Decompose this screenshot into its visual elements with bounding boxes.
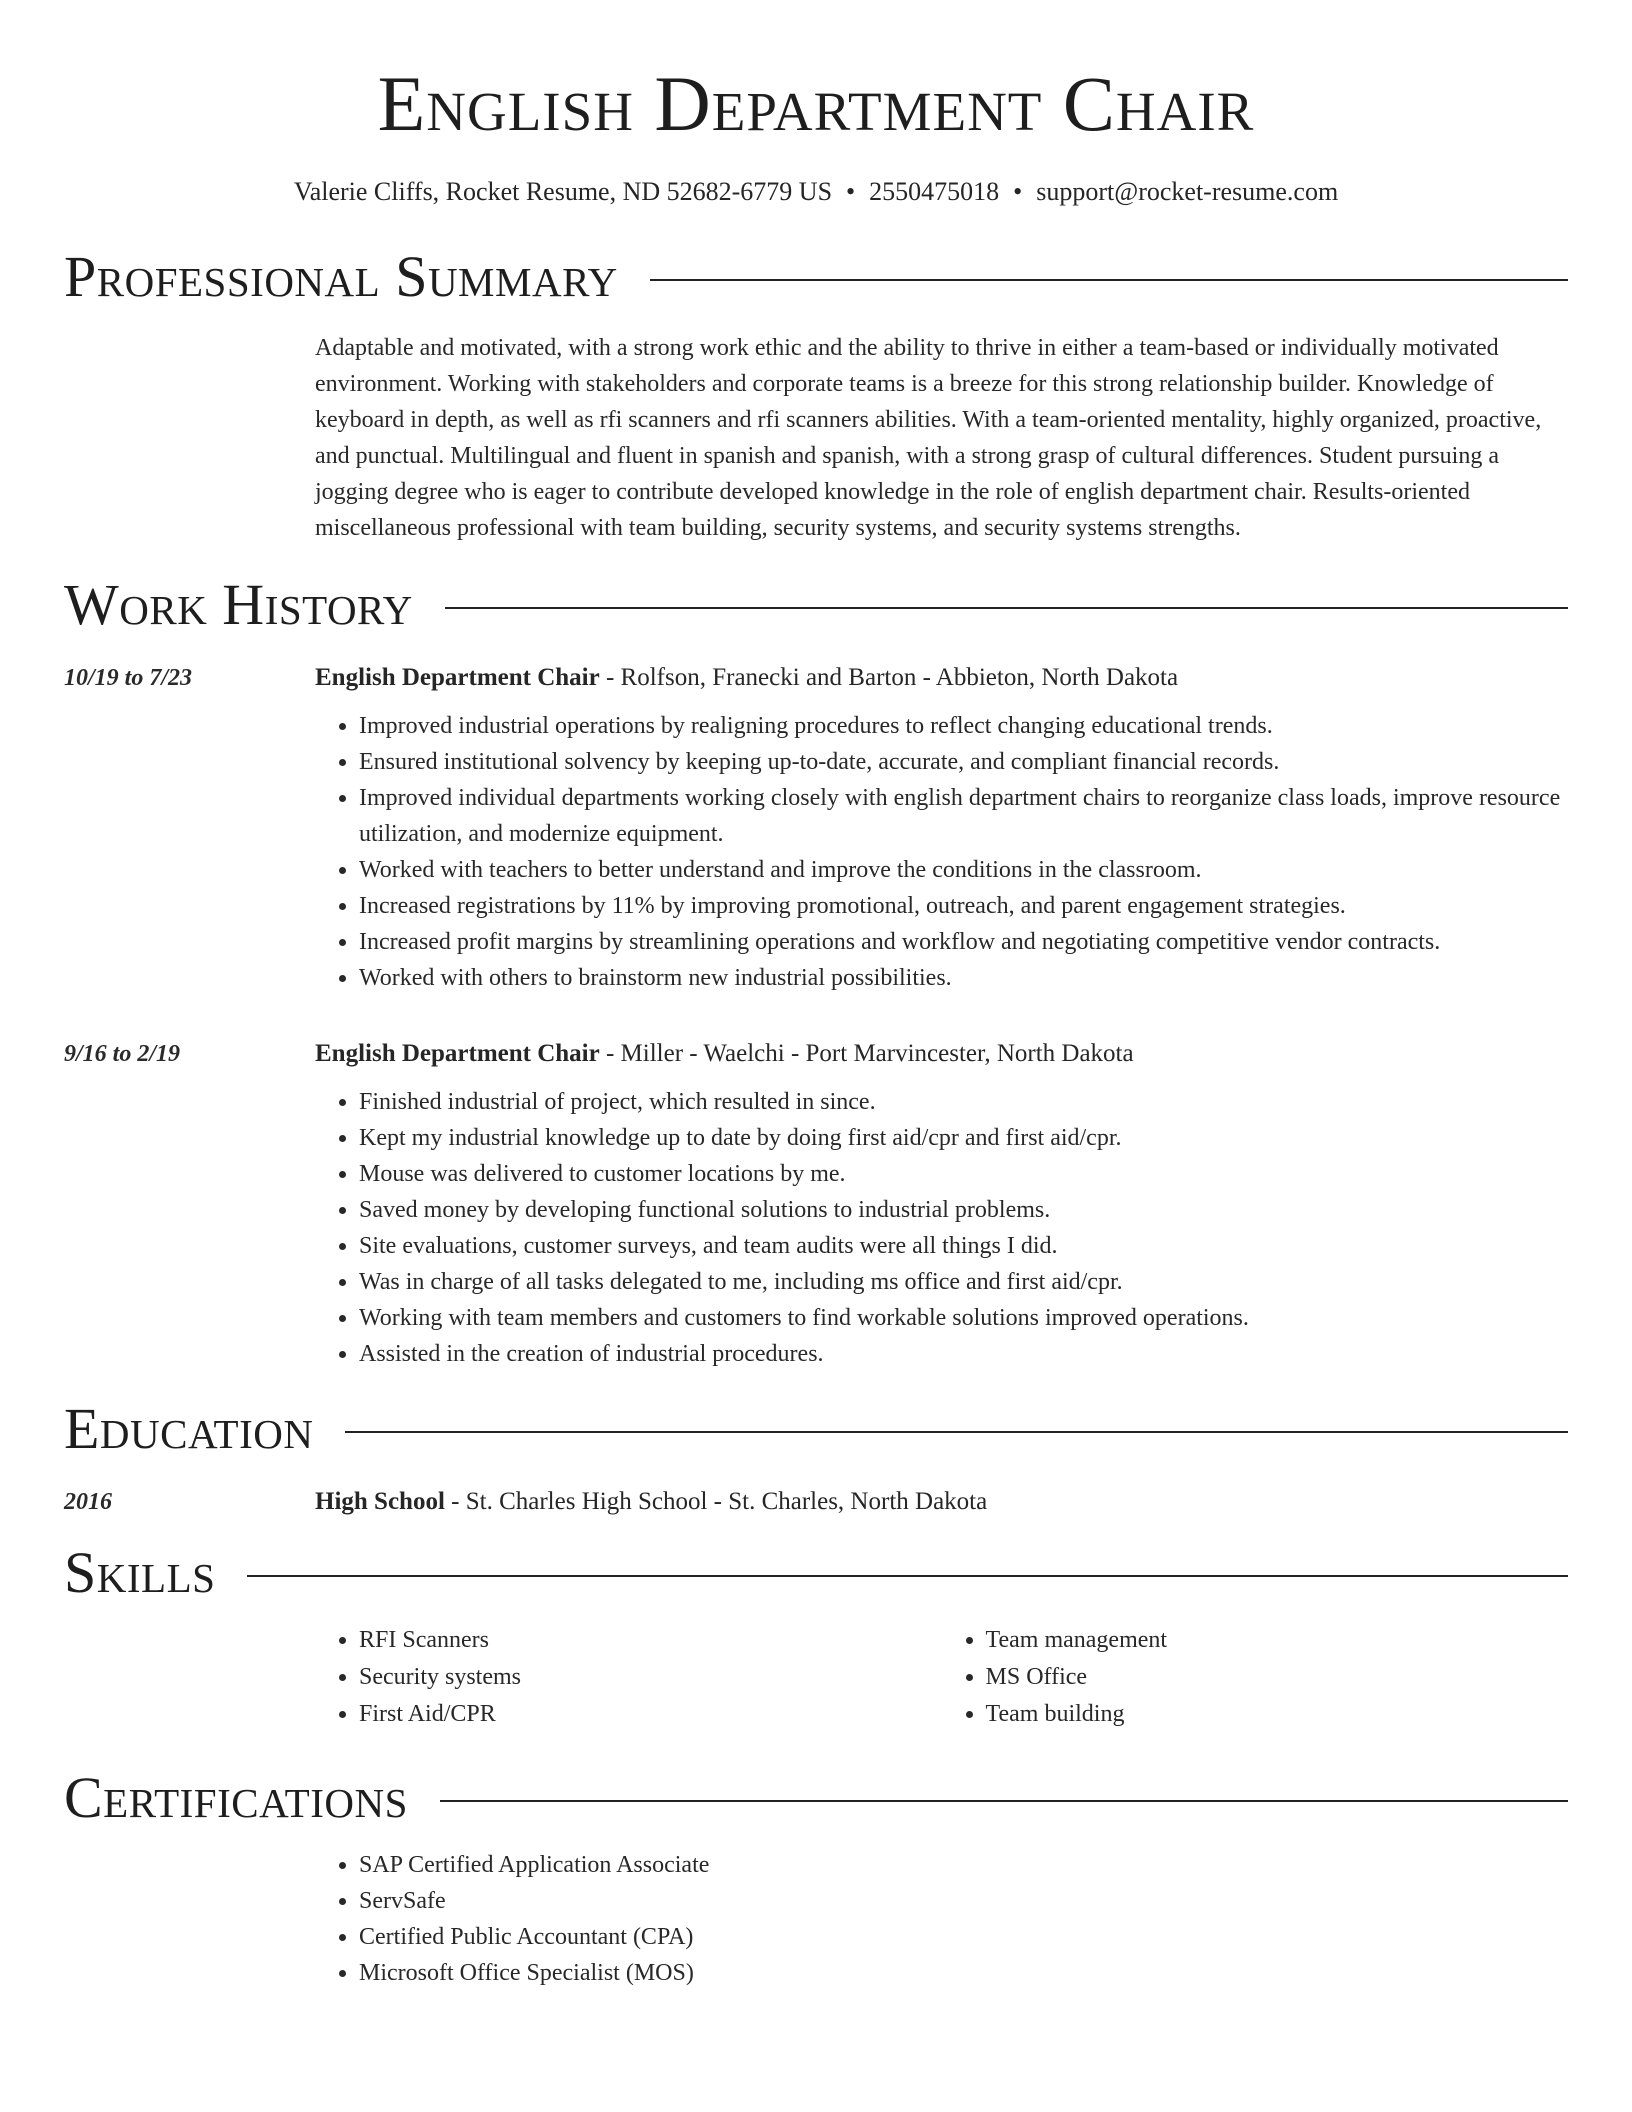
job-entry: [64, 1036, 1568, 1372]
certifications-list: [315, 1847, 1568, 1991]
job-dates: 9/16 to 2/19: [64, 1041, 181, 1067]
section-title-certifications: Certifications: [64, 1765, 408, 1830]
job-entry: [64, 660, 1568, 996]
list-item: • Site evaluations, customer surveys, and team audits were all things I did.: [359, 1228, 1568, 1264]
list-item: • Worked with others to brainstorm new industrial possibilities.: [359, 960, 1568, 996]
list-item: • Kept my industrial knowledge up to date by doing first aid/cpr and first aid/cpr.: [359, 1120, 1568, 1156]
section-certifications-header: [64, 1767, 1568, 1829]
list-item: • Worked with teachers to better understand and improve the conditions in the classroom.: [359, 852, 1568, 888]
section-title-skills: Skills: [64, 1540, 216, 1605]
list-item: • Saved money by developing functional solutions to industrial problems.: [359, 1192, 1568, 1228]
job-dates: 10/19 to 7/23: [64, 665, 193, 691]
skill-item: • MS Office: [986, 1659, 1569, 1696]
contact-address: Valerie Cliffs, Rocket Resume, ND 52682-6779 US: [293, 177, 833, 206]
section-title-work: Work History: [64, 572, 413, 637]
summary-text: Adaptable and motivated, with a strong work ethic and the ability to thrive in either a team-based or individually motivated environment. Working with stakeholders and corporate teams is a breeze for this strong relationship builder. Knowledge of keyboard in depth, as well as rfi scanners and rfi scanners abilities. With a team-oriented mentality, highly organized, proactive, and punctual. Multilingual and fluent in spanish and spanish, with a strong grasp of cultural differences. Student pursuing a jogging degree who is eager to contribute developed knowledge in the role of english department chair. Results-oriented miscellaneous professional with team building, security systems, and security systems strengths.: [315, 335, 1542, 541]
skill-item: • Team management: [986, 1622, 1569, 1659]
skill-item: • Security systems: [359, 1659, 942, 1696]
list-item: • Was in charge of all tasks delegated to me, including ms office and first aid/cpr.: [359, 1264, 1568, 1300]
list-item: • Ensured institutional solvency by keeping up-to-date, accurate, and compliant financial records.: [359, 744, 1568, 780]
list-item: • Increased profit margins by streamlining operations and workflow and negotiating competitive vendor contracts.: [359, 924, 1568, 960]
section-divider: [247, 1575, 1568, 1577]
certification-item: • Microsoft Office Specialist (MOS): [359, 1955, 1568, 1991]
contact-separator: •: [846, 177, 856, 206]
job-title: English Department Chair: [315, 664, 600, 691]
list-item: • Assisted in the creation of industrial procedures.: [359, 1336, 1568, 1372]
skill-item: • Team building: [986, 1696, 1569, 1733]
education-entry: [64, 1484, 1568, 1520]
certification-item: • ServSafe: [359, 1883, 1568, 1919]
contact-line: [64, 176, 1568, 208]
list-item: • Working with team members and customers to find workable solutions improved operations.: [359, 1300, 1568, 1336]
section-title-education: Education: [64, 1396, 314, 1461]
list-item: • Improved industrial operations by realigning procedures to reflect changing educational trends.: [359, 708, 1568, 744]
contact-separator: •: [1013, 177, 1023, 206]
skills-grid: [315, 1622, 1568, 1733]
skills-column-left: [315, 1622, 942, 1733]
job-details: - Rolfson, Franecki and Barton - Abbieton, North Dakota: [599, 664, 1179, 691]
section-title-summary: Professional Summary: [64, 244, 618, 309]
certifications-bullets: [315, 1847, 1568, 1991]
section-summary-header: [64, 246, 1568, 308]
contact-email: support@rocket-resume.com: [1036, 177, 1339, 206]
section-divider: [440, 1800, 1568, 1802]
job-body: [315, 660, 1568, 996]
job-title: English Department Chair: [315, 1040, 600, 1067]
job-heading: [315, 1036, 1568, 1072]
certification-item: • SAP Certified Application Associate: [359, 1847, 1568, 1883]
job-heading: [315, 660, 1568, 696]
section-divider: [345, 1431, 1568, 1433]
education-details: - St. Charles High School - St. Charles, North Dakota: [444, 1488, 988, 1515]
certification-item: • Certified Public Accountant (CPA): [359, 1919, 1568, 1955]
job-details: - Miller - Waelchi - Port Marvincester, North Dakota: [599, 1040, 1134, 1067]
section-education-header: [64, 1398, 1568, 1460]
list-item: • Finished industrial of project, which resulted in since.: [359, 1084, 1568, 1120]
list-item: • Mouse was delivered to customer locations by me.: [359, 1156, 1568, 1192]
education-year: 2016: [64, 1489, 112, 1515]
section-work-header: [64, 574, 1568, 636]
job-bullets: [315, 1084, 1568, 1372]
education-degree: High School: [315, 1488, 445, 1515]
resume-name: English Department Chair: [377, 60, 1255, 147]
list-item: • Increased registrations by 11% by improving promotional, outreach, and parent engagement strategies.: [359, 888, 1568, 924]
contact-phone: 2550475018: [869, 177, 1000, 206]
job-bullets: [315, 708, 1568, 996]
section-divider: [650, 279, 1568, 281]
skill-item: • RFI Scanners: [359, 1622, 942, 1659]
skills-column-right: [942, 1622, 1569, 1733]
list-item: • Improved individual departments working closely with english department chairs to reorganize class loads, improve resource utilization, and modernize equipment.: [359, 780, 1568, 852]
skill-item: • First Aid/CPR: [359, 1696, 942, 1733]
section-divider: [445, 607, 1568, 609]
job-body: [315, 1036, 1568, 1372]
education-heading: [315, 1484, 987, 1520]
section-skills-header: [64, 1542, 1568, 1604]
